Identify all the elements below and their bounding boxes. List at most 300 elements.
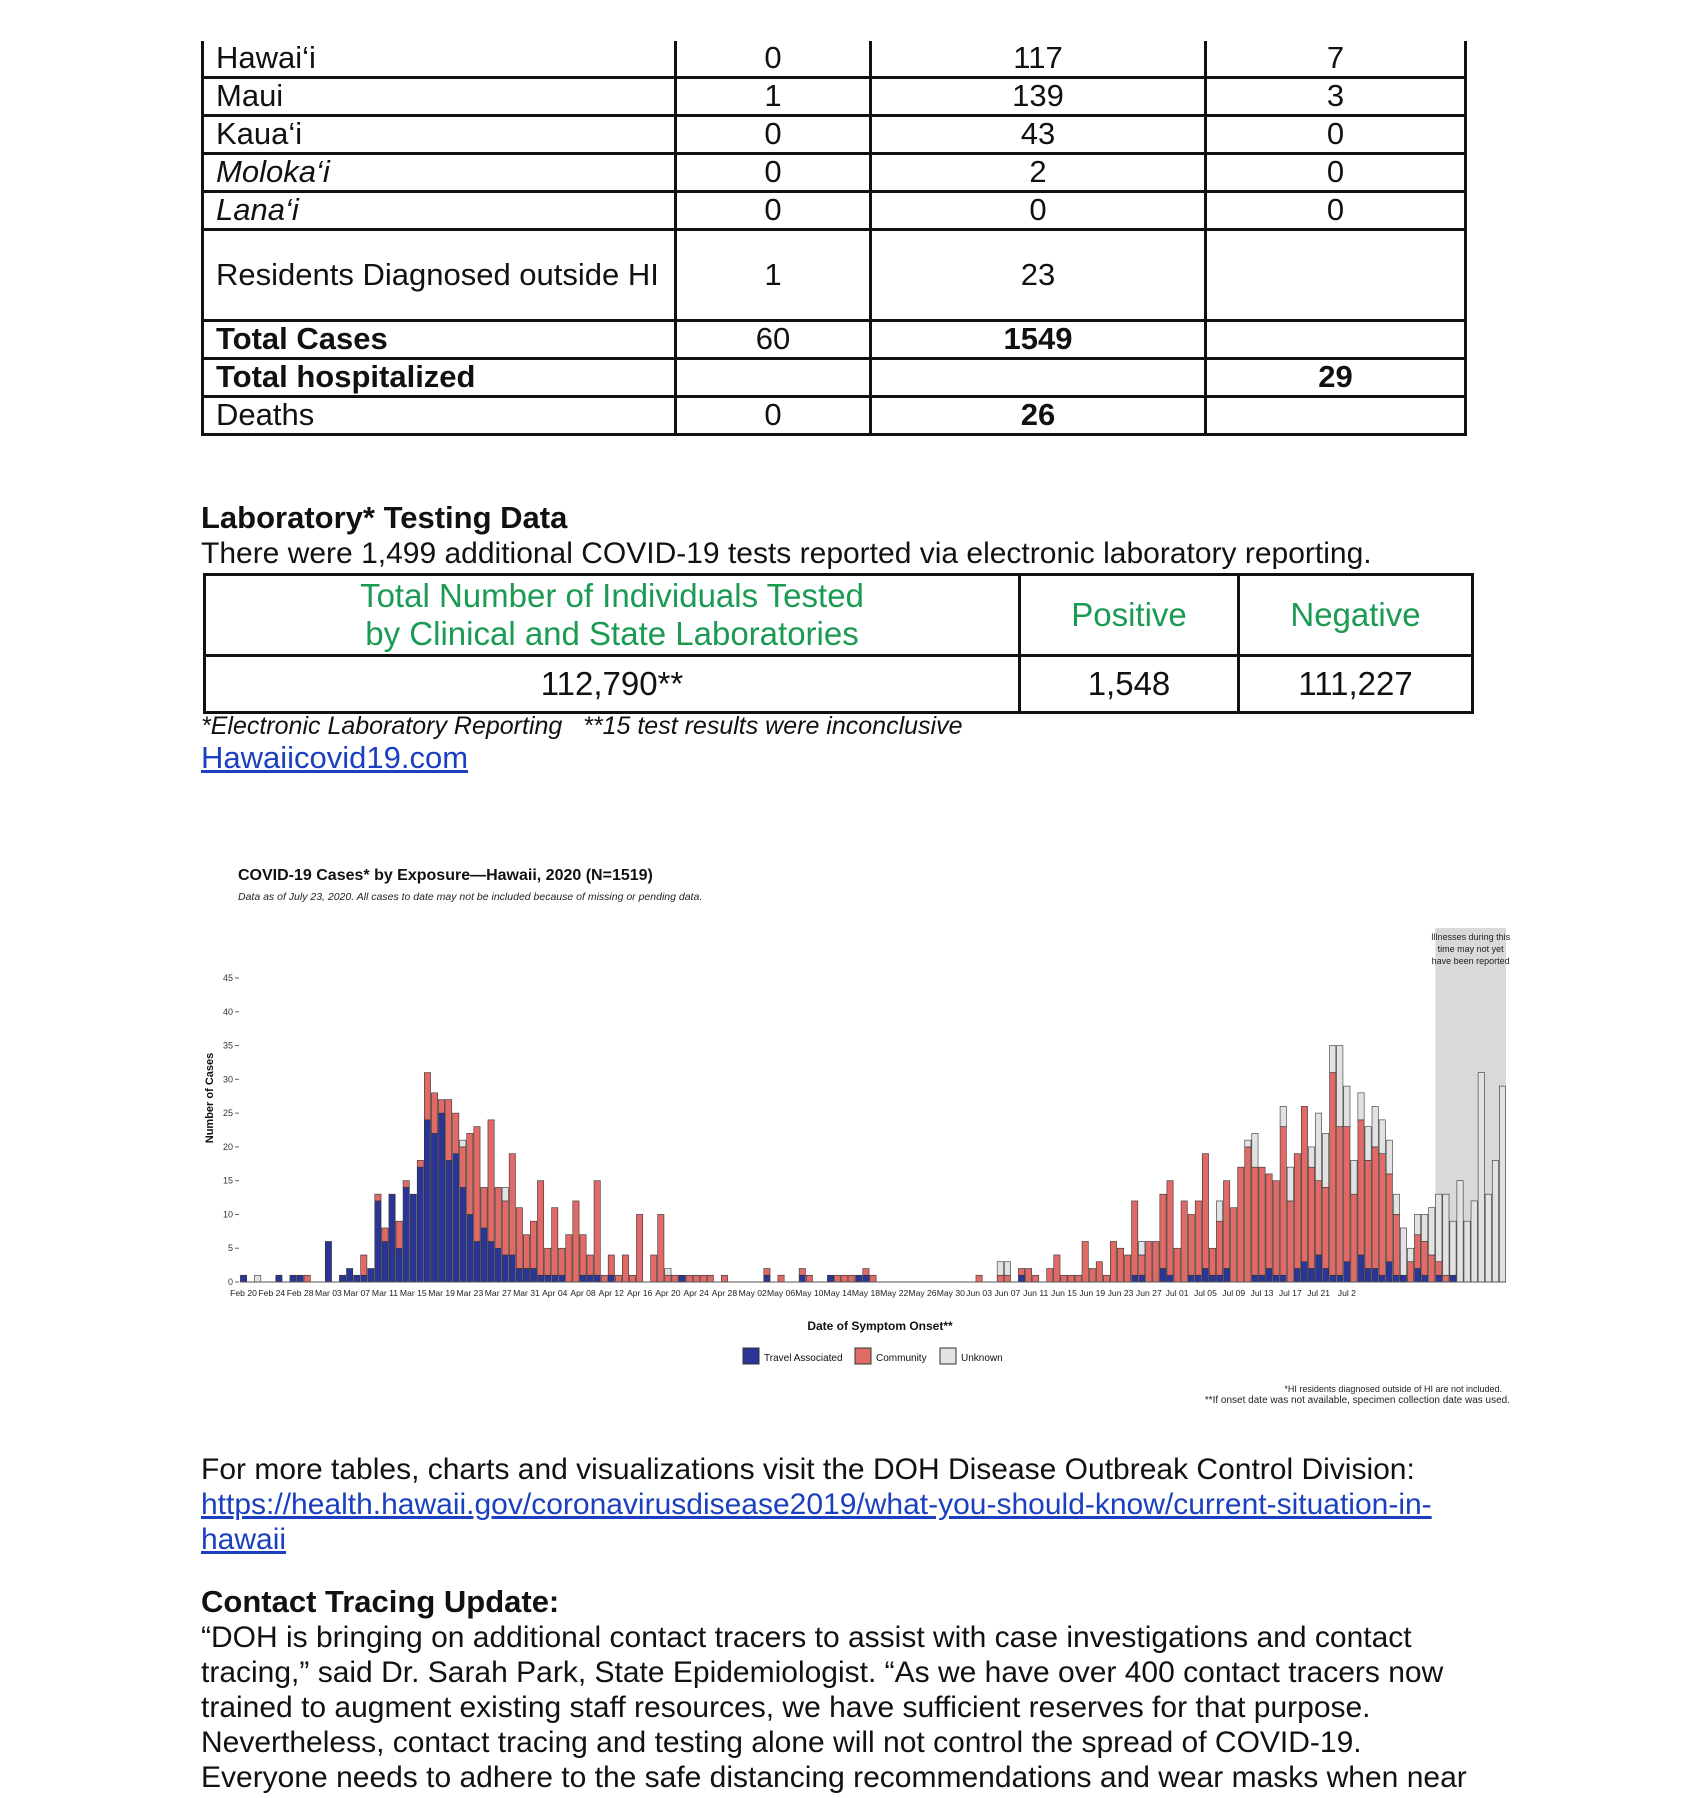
unknown-bar xyxy=(1365,1127,1371,1161)
community-bar xyxy=(976,1275,982,1282)
travel-bar xyxy=(1372,1268,1378,1282)
community-bar xyxy=(835,1275,841,1282)
travel-bar xyxy=(1315,1255,1321,1282)
community-bar xyxy=(1393,1214,1399,1275)
community-bar xyxy=(1414,1235,1420,1269)
unknown-bar xyxy=(1450,1221,1456,1275)
community-bar xyxy=(1110,1241,1116,1282)
travel-bar xyxy=(1301,1262,1307,1282)
total-cases: 26 xyxy=(871,397,1206,435)
community-bar xyxy=(495,1187,501,1248)
unknown-bar xyxy=(1464,1221,1470,1282)
community-bar xyxy=(1330,1073,1336,1276)
y-tick-label: 5 xyxy=(227,1243,233,1254)
unknown-bar xyxy=(1393,1194,1399,1214)
x-tick-label: Jul 01 xyxy=(1165,1288,1189,1298)
bar-series xyxy=(240,1046,1505,1282)
community-bar xyxy=(629,1275,635,1282)
row-label: Total Cases xyxy=(203,321,676,359)
unknown-bar xyxy=(1308,1147,1314,1167)
total-tested: 112,790** xyxy=(205,656,1020,713)
x-tick-label: Apr 08 xyxy=(570,1288,596,1298)
unknown-bar xyxy=(1485,1194,1491,1282)
community-bar xyxy=(1082,1241,1088,1282)
unknown-bar xyxy=(1407,1248,1413,1262)
community-bar xyxy=(1124,1255,1130,1282)
travel-bar xyxy=(863,1275,869,1282)
community-bar xyxy=(1061,1275,1067,1282)
new-cases: 60 xyxy=(676,321,871,359)
y-tick-label: 10 xyxy=(222,1209,233,1220)
unknown-bar xyxy=(1139,1241,1145,1255)
unknown-bar xyxy=(1358,1093,1364,1120)
community-bar xyxy=(1004,1275,1010,1282)
community-bar xyxy=(1315,1181,1321,1255)
travel-bar xyxy=(1344,1262,1350,1282)
hospitalized: 0 xyxy=(1206,116,1466,154)
x-tick-label: Jun 11 xyxy=(1023,1288,1049,1298)
x-tick-label: May 22 xyxy=(880,1288,909,1298)
table-row xyxy=(203,116,1466,154)
unknown-bar xyxy=(1443,1194,1449,1275)
travel-bar xyxy=(1414,1268,1420,1282)
travel-bar xyxy=(530,1268,536,1282)
x-tick-label: May 30 xyxy=(936,1288,965,1298)
x-tick-label: May 10 xyxy=(795,1288,824,1298)
y-tick-label: 25 xyxy=(222,1108,233,1119)
new-cases: 0 xyxy=(676,116,871,154)
community-bar xyxy=(721,1275,727,1282)
travel-bar xyxy=(481,1228,487,1282)
x-tick-label: Jul 13 xyxy=(1250,1288,1274,1298)
travel-bar xyxy=(1273,1275,1279,1282)
y-tick-label: 40 xyxy=(222,1006,233,1017)
travel-bar xyxy=(1202,1268,1208,1282)
y-tick-label: 35 xyxy=(222,1040,233,1051)
community-bar xyxy=(545,1248,551,1275)
header-total-line2: by Clinical and State Laboratories xyxy=(365,615,859,652)
table-row xyxy=(205,656,1473,713)
community-bar xyxy=(1379,1154,1385,1276)
county-name: Maui xyxy=(203,78,676,116)
community-bar xyxy=(1188,1214,1194,1275)
community-bar xyxy=(559,1248,565,1275)
x-tick-label: May 14 xyxy=(823,1288,852,1298)
unknown-bar xyxy=(460,1140,466,1147)
y-tick-label: 0 xyxy=(227,1277,233,1287)
community-bar xyxy=(1103,1275,1109,1282)
community-bar xyxy=(1132,1201,1138,1275)
unknown-bar xyxy=(1216,1201,1222,1221)
travel-bar xyxy=(1365,1268,1371,1282)
row-label: Deaths xyxy=(203,397,676,435)
chart-subtitle: Data as of July 23, 2020. All cases to date may not be included because of missing or pending data. xyxy=(238,891,703,903)
x-tick-label: Apr 16 xyxy=(626,1288,653,1298)
travel-bar xyxy=(1139,1275,1145,1282)
travel-bar xyxy=(1259,1275,1265,1282)
travel-bar xyxy=(587,1275,593,1282)
new-cases: 0 xyxy=(676,41,871,78)
unknown-bar xyxy=(1386,1140,1392,1174)
travel-bar xyxy=(608,1275,614,1282)
community-bar xyxy=(1202,1154,1208,1269)
travel-bar xyxy=(1188,1275,1194,1282)
unknown-bar xyxy=(1330,1046,1336,1073)
x-tick-label: Feb 20 xyxy=(230,1288,257,1298)
travel-bar xyxy=(545,1275,551,1282)
unknown-bar xyxy=(502,1187,508,1201)
community-bar xyxy=(446,1100,452,1161)
x-tick-label: Jul 2 xyxy=(1337,1288,1356,1298)
travel-bar xyxy=(368,1268,374,1282)
community-bar xyxy=(842,1275,848,1282)
community-bar xyxy=(806,1275,812,1282)
total-cases: 43 xyxy=(871,116,1206,154)
travel-bar xyxy=(1018,1275,1024,1282)
community-bar xyxy=(615,1275,621,1282)
travel-bar xyxy=(453,1154,459,1282)
travel-bar xyxy=(827,1275,833,1282)
travel-bar xyxy=(523,1268,529,1282)
community-bar xyxy=(1323,1187,1329,1268)
community-bar xyxy=(453,1113,459,1154)
community-bar xyxy=(1174,1248,1180,1282)
lab-intro: There were 1,499 additional COVID-19 tests reported via electronic laboratory reporting. xyxy=(201,537,1372,570)
x-tick-label: May 18 xyxy=(851,1288,881,1298)
community-bar xyxy=(1266,1174,1272,1269)
travel-bar xyxy=(856,1275,862,1282)
community-bar xyxy=(424,1073,430,1120)
unknown-bar xyxy=(1478,1073,1484,1282)
community-bar xyxy=(1075,1275,1081,1282)
unknown-bar xyxy=(1323,1133,1329,1187)
community-bar xyxy=(799,1268,805,1275)
community-bar xyxy=(502,1201,508,1255)
table-row xyxy=(203,359,1466,397)
table-row xyxy=(203,154,1466,192)
community-bar xyxy=(552,1208,558,1276)
travel-bar xyxy=(1160,1268,1166,1282)
community-bar xyxy=(1238,1167,1244,1282)
x-tick-label: Mar 07 xyxy=(343,1288,371,1298)
community-bar xyxy=(665,1275,671,1282)
travel-bar xyxy=(1393,1275,1399,1282)
community-bar xyxy=(1407,1262,1413,1282)
community-bar xyxy=(1287,1201,1293,1282)
community-bar xyxy=(1344,1127,1350,1262)
travel-bar xyxy=(403,1187,409,1282)
community-bar xyxy=(1025,1268,1031,1282)
community-bar xyxy=(700,1275,706,1282)
community-bar xyxy=(481,1187,487,1228)
travel-bar xyxy=(1337,1275,1343,1282)
total-cases: 2 xyxy=(871,154,1206,192)
total-cases: 1549 xyxy=(871,321,1206,359)
shaded-note-text xyxy=(1431,932,1510,966)
travel-bar xyxy=(1323,1268,1329,1282)
county-name: Kaua‘i xyxy=(203,116,676,154)
community-bar xyxy=(488,1120,494,1242)
shaded-note-line: have been reported xyxy=(1431,956,1510,966)
travel-bar xyxy=(276,1275,282,1282)
community-bar xyxy=(1181,1201,1187,1282)
shaded-note-line: Illnesses during this xyxy=(1431,932,1510,942)
travel-bar xyxy=(396,1248,402,1282)
community-bar xyxy=(778,1275,784,1282)
table-row xyxy=(203,192,1466,230)
community-bar xyxy=(1033,1275,1039,1282)
county-name: Lana‘i xyxy=(203,192,676,230)
community-bar xyxy=(573,1201,579,1282)
table-row xyxy=(205,575,1473,656)
x-tick-label: Apr 04 xyxy=(542,1288,568,1298)
community-bar xyxy=(361,1255,367,1275)
cases-by-exposure-chart xyxy=(200,858,1510,1398)
row-label: Total hospitalized xyxy=(203,359,676,397)
community-bar xyxy=(537,1181,543,1276)
community-bar xyxy=(1358,1120,1364,1255)
new-cases: 0 xyxy=(676,397,871,435)
table-row xyxy=(203,78,1466,116)
community-bar xyxy=(1117,1248,1123,1282)
travel-bar xyxy=(474,1241,480,1282)
unknown-bar xyxy=(1351,1160,1357,1194)
x-tick-label: Mar 03 xyxy=(315,1288,342,1298)
travel-bar xyxy=(559,1275,565,1282)
community-bar xyxy=(849,1275,855,1282)
community-bar xyxy=(1443,1275,1449,1282)
x-tick-label: Mar 23 xyxy=(456,1288,484,1298)
community-bar xyxy=(672,1275,678,1282)
lab-footnote: *Electronic Laboratory Reporting **15 test results were inconclusive xyxy=(201,712,963,740)
community-bar xyxy=(509,1154,515,1255)
unknown-bar xyxy=(1344,1086,1350,1127)
legend-swatch-community xyxy=(855,1348,871,1364)
community-bar xyxy=(375,1194,381,1201)
x-tick-label: Feb 24 xyxy=(258,1288,286,1298)
contact-heading: Contact Tracing Update: xyxy=(201,1584,560,1619)
community-bar xyxy=(1386,1174,1392,1262)
unknown-bar xyxy=(1252,1133,1258,1167)
unknown-bar xyxy=(1422,1214,1428,1241)
travel-bar xyxy=(516,1268,522,1282)
community-bar xyxy=(417,1160,423,1167)
community-bar xyxy=(1054,1255,1060,1282)
travel-bar xyxy=(580,1275,586,1282)
travel-bar xyxy=(1386,1262,1392,1282)
y-tick-label: 45 xyxy=(222,973,233,983)
travel-bar xyxy=(1330,1275,1336,1282)
legend-swatch-unknown xyxy=(940,1348,956,1364)
x-axis-label: Date of Symptom Onset** xyxy=(807,1319,953,1333)
header-total-line1: Total Number of Individuals Tested xyxy=(360,577,864,614)
header-positive: Positive xyxy=(1020,575,1239,656)
hospitalized: 3 xyxy=(1206,78,1466,116)
community-bar xyxy=(1308,1167,1314,1268)
travel-bar xyxy=(410,1194,416,1282)
travel-bar xyxy=(1294,1268,1300,1282)
travel-bar xyxy=(290,1275,296,1282)
hospitalized xyxy=(1206,397,1466,435)
community-bar xyxy=(707,1275,713,1282)
community-bar xyxy=(870,1275,876,1282)
community-bar xyxy=(1167,1181,1173,1276)
doh-link-line2[interactable]: hawaii xyxy=(201,1523,287,1556)
travel-bar xyxy=(382,1241,388,1282)
travel-bar xyxy=(297,1275,303,1282)
travel-bar xyxy=(417,1167,423,1282)
travel-bar xyxy=(424,1120,430,1282)
contact-line: Nevertheless, contact tracing and testing alone will not control the spread of COVID-19. xyxy=(201,1726,1362,1759)
shaded-note-line: time may not yet xyxy=(1437,944,1504,954)
travel-bar xyxy=(1266,1268,1272,1282)
header-total xyxy=(205,575,1020,656)
community-bar xyxy=(1153,1241,1159,1282)
travel-bar xyxy=(446,1160,452,1282)
travel-bar xyxy=(361,1275,367,1282)
new-cases: 0 xyxy=(676,192,871,230)
community-bar xyxy=(1259,1167,1265,1275)
x-tick-label: Mar 19 xyxy=(428,1288,455,1298)
community-bar xyxy=(1146,1241,1152,1282)
travel-bar xyxy=(1450,1275,1456,1282)
negative-count: 111,227 xyxy=(1239,656,1473,713)
unknown-bar xyxy=(665,1268,671,1275)
more-info-text: For more tables, charts and visualizations visit the DOH Disease Outbreak Control Division: xyxy=(201,1453,1415,1486)
total-cases: 23 xyxy=(871,230,1206,321)
travel-bar xyxy=(467,1214,473,1282)
x-tick-label: Jul 09 xyxy=(1222,1288,1246,1298)
community-bar xyxy=(566,1235,572,1282)
travel-bar xyxy=(1216,1275,1222,1282)
travel-bar xyxy=(354,1275,360,1282)
x-tick-label: Mar 27 xyxy=(484,1288,512,1298)
chart-title: COVID-19 Cases* by Exposure—Hawaii, 2020 (N=1519) xyxy=(238,867,653,884)
shaded-note xyxy=(1431,932,1510,966)
y-tick-label: 30 xyxy=(222,1074,233,1085)
y-tick-label: 15 xyxy=(222,1175,233,1186)
community-bar xyxy=(1372,1147,1378,1269)
travel-bar xyxy=(375,1201,381,1282)
travel-bar xyxy=(1195,1275,1201,1282)
x-tick-label: Jun 03 xyxy=(966,1288,992,1298)
x-tick-label: Jun 15 xyxy=(1051,1288,1077,1298)
x-tick-label: Mar 15 xyxy=(399,1288,427,1298)
community-bar xyxy=(1273,1181,1279,1276)
community-bar xyxy=(997,1275,1003,1282)
community-bar xyxy=(863,1268,869,1275)
contact-line: “DOH is bringing on additional contact tracers to assist with case investigations and contact xyxy=(201,1621,1412,1654)
community-bar xyxy=(686,1275,692,1282)
travel-bar xyxy=(509,1255,515,1282)
hospitalized xyxy=(1206,321,1466,359)
community-bar xyxy=(1294,1154,1300,1269)
unknown-bar xyxy=(1337,1046,1343,1127)
unknown-bar xyxy=(255,1275,261,1282)
unknown-bar xyxy=(997,1262,1003,1276)
table-row xyxy=(203,230,1466,321)
community-bar xyxy=(1018,1268,1024,1275)
unknown-bar xyxy=(1400,1228,1406,1275)
hospitalized xyxy=(1206,230,1466,321)
travel-bar xyxy=(325,1241,331,1282)
x-tick-label: Apr 24 xyxy=(683,1288,709,1298)
hospitalized: 7 xyxy=(1206,41,1466,78)
travel-bar xyxy=(594,1275,600,1282)
x-tick-label: May 26 xyxy=(908,1288,937,1298)
unknown-bar xyxy=(1457,1181,1463,1282)
doh-link-line1[interactable]: https://health.hawaii.gov/coronavirusdisease2019/what-you-should-know/current-situation-in- xyxy=(201,1488,1432,1521)
chart-footnote-1: *HI residents diagnosed outside of HI are not included. xyxy=(1284,1384,1502,1394)
community-bar xyxy=(658,1214,664,1282)
unknown-bar xyxy=(1004,1262,1010,1276)
unknown-bar xyxy=(1436,1194,1442,1262)
county-name: Moloka‘i xyxy=(203,154,676,192)
total-cases: 139 xyxy=(871,78,1206,116)
travel-bar xyxy=(799,1275,805,1282)
community-bar xyxy=(1209,1248,1215,1275)
community-bar xyxy=(396,1221,402,1248)
x-tick-label: Jun 19 xyxy=(1079,1288,1106,1298)
x-tick-label: Apr 28 xyxy=(711,1288,738,1298)
travel-bar xyxy=(1132,1275,1138,1282)
travel-bar xyxy=(1436,1275,1442,1282)
new-cases xyxy=(676,359,871,397)
hawaiicovid19-link[interactable]: Hawaiicovid19.com xyxy=(201,740,469,775)
community-bar xyxy=(601,1275,607,1282)
x-tick-label: Feb 28 xyxy=(286,1288,314,1298)
community-bar xyxy=(1068,1275,1074,1282)
travel-bar xyxy=(552,1275,558,1282)
x-tick-label: Jul 21 xyxy=(1307,1288,1331,1298)
travel-bar xyxy=(438,1113,444,1282)
travel-bar xyxy=(240,1275,246,1282)
travel-bar xyxy=(1252,1275,1258,1282)
new-cases: 1 xyxy=(676,230,871,321)
lab-testing-table xyxy=(203,573,1474,714)
travel-bar xyxy=(537,1275,543,1282)
contact-line: tracing,” said Dr. Sarah Park, State Epidemiologist. “As we have over 400 contact tracers now xyxy=(201,1656,1444,1689)
travel-bar xyxy=(346,1268,352,1282)
y-tick-label: 20 xyxy=(222,1141,233,1152)
community-bar xyxy=(403,1181,409,1188)
community-bar xyxy=(608,1255,614,1275)
x-tick-label: Jun 23 xyxy=(1107,1288,1134,1298)
travel-bar xyxy=(389,1194,395,1282)
county-name: Hawai‘i xyxy=(203,41,676,78)
legend-label-unknown: Unknown xyxy=(961,1353,1003,1364)
community-bar xyxy=(1280,1127,1286,1276)
travel-bar xyxy=(502,1255,508,1282)
y-axis-label: Number of Cases xyxy=(204,1052,216,1144)
community-bar xyxy=(580,1235,586,1276)
legend xyxy=(743,1348,1003,1364)
lab-heading: Laboratory* Testing Data xyxy=(201,500,568,535)
unknown-bar xyxy=(1471,1201,1477,1282)
community-bar xyxy=(1195,1201,1201,1275)
positive-count: 1,548 xyxy=(1020,656,1239,713)
legend-swatch-travel xyxy=(743,1348,759,1364)
community-bar xyxy=(1429,1255,1435,1282)
community-bar xyxy=(431,1093,437,1134)
travel-bar xyxy=(1209,1275,1215,1282)
travel-bar xyxy=(1422,1275,1428,1282)
travel-bar xyxy=(488,1241,494,1282)
unknown-bar xyxy=(1315,1113,1321,1181)
table-row xyxy=(203,41,1466,78)
community-bar xyxy=(1351,1194,1357,1282)
community-bar xyxy=(1337,1127,1343,1276)
